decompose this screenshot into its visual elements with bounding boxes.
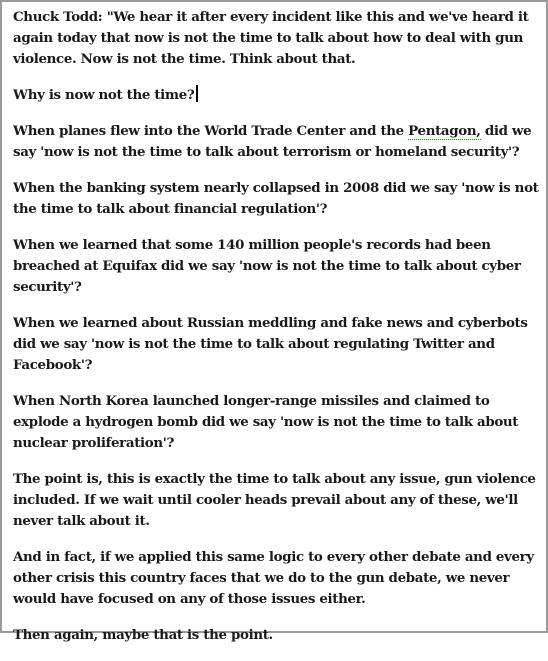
paragraph-banking-system: When the banking system nearly collapsed in 2008 did we say 'now is not the time to talk about financial regulation'? <box>13 180 539 217</box>
wtc-text-before: When planes flew into the World Trade Center and the <box>13 123 409 139</box>
paragraph-the-point: The point is, this is exactly the time to talk about any issue, gun violence included. If we wait until cooler heads prevail about any of these, we'll never talk about it. <box>13 471 536 529</box>
paragraph-world-trade-center <box>13 121 541 163</box>
paragraph-why-now-text: Why is now not the time? <box>13 87 195 103</box>
paragraph-why-now <box>13 85 541 106</box>
paragraph-russian-meddling: When we learned about Russian meddling and fake news and cyberbots did we say 'now is not the time to talk about regulating Twitter and Facebook'? <box>13 315 528 373</box>
paragraph-same-logic: And in fact, if we applied this same logic to every other debate and every other crisis this country faces that we do to the gun debate, we never would have focused on any of those issues either. <box>13 549 534 607</box>
paragraph-then-again: Then again, maybe that is the point. <box>13 627 273 643</box>
paragraph-equifax: When we learned that some 140 million people's records had been breached at Equifax did we say 'now is not the time to talk about cyber security'? <box>13 237 521 295</box>
spellcheck-underlined-word: Pentagon, <box>408 123 481 139</box>
paragraph-north-korea: When North Korea launched longer-range missiles and claimed to explode a hydrogen bomb did we say 'now is not the time to talk about nuclear proliferation'? <box>13 393 519 451</box>
wtc-text-after: did we say 'now is not the time to talk about terrorism or homeland security'? <box>13 123 532 160</box>
paragraph-intro-quote: Chuck Todd: "We hear it after every incident like this and we've heard it again today that now is not the time to talk about how to deal with gun violence. Now is not the time. Think about that. <box>13 9 529 67</box>
document-body[interactable] <box>13 7 541 661</box>
text-cursor <box>196 85 198 102</box>
